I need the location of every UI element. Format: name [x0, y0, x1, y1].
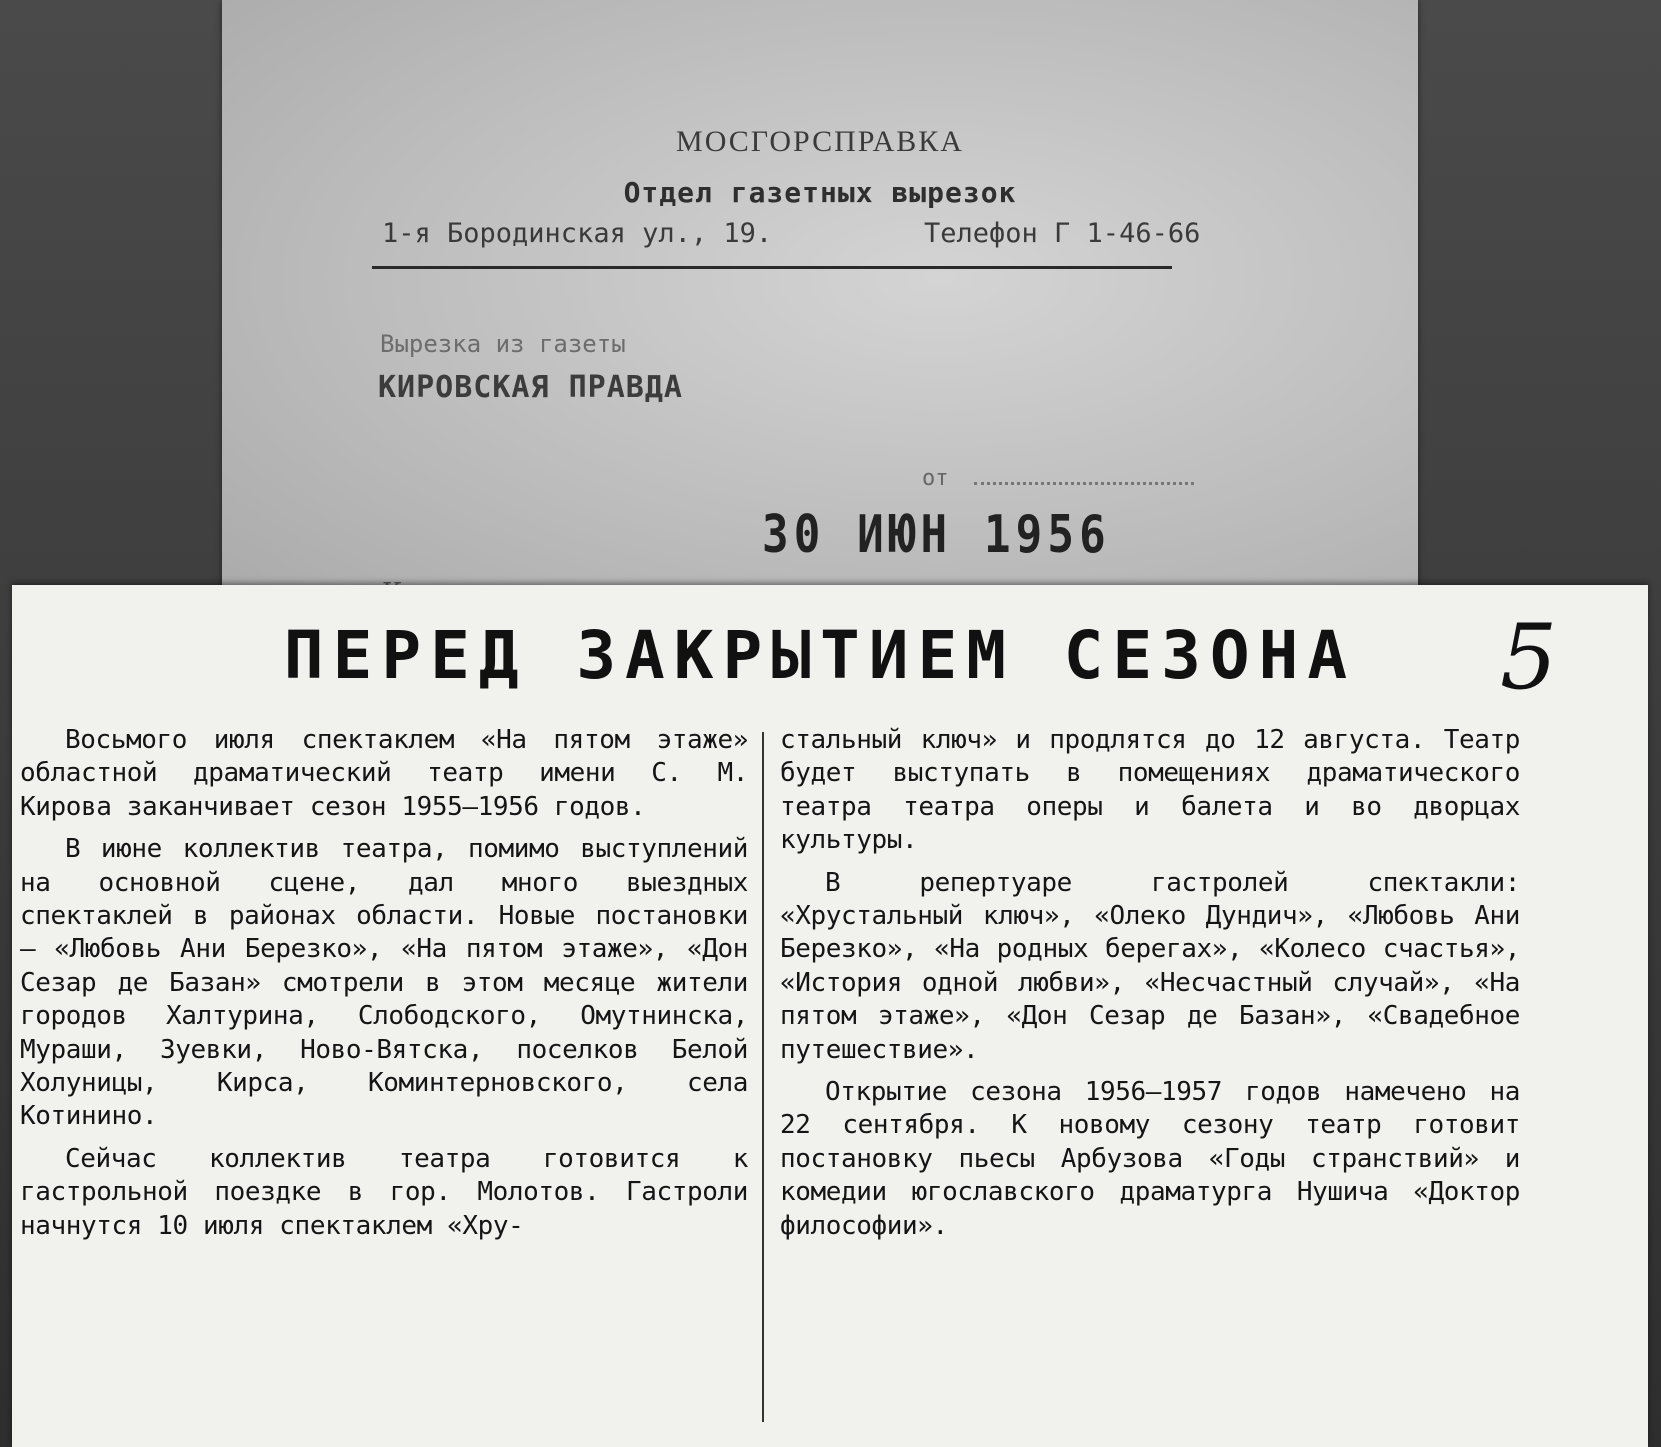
handwritten-page-number: 5: [1500, 605, 1558, 710]
article-headline: ПЕРЕД ЗАКРЫТИЕМ СЕЗОНА: [283, 617, 1357, 694]
agency-label-slip: [222, 0, 1418, 620]
article-right-column: [780, 724, 1520, 1252]
paragraph: Восьмого июля спектаклем «На пятом этаже» областной драматический театр имени С. М. Кирова заканчивает сезон 1955—1956 годов.: [20, 725, 748, 822]
paragraph: В репертуаре гастролей спектакли: «Хрустальный ключ», «Олеко Дундич», «Любовь Ани Березко», «На родных берегах», «Колесо счастья», «История одной любви», «Несчастный случай», «На пятом этаже», «Дон Сезар де Базан», «Свадебное путешествие».: [780, 867, 1520, 1065]
paragraph: стальный ключ» и продлятся до 12 августа. Театр будет выступать в помещениях драматического театра театра оперы и балета и во дворцах культуры.: [780, 725, 1520, 856]
article-left-column: [20, 724, 748, 1252]
newspaper-name: КИРОВСКАЯ ПРАВДА: [378, 370, 683, 405]
agency-name: МОСГОРСПРАВКА: [676, 125, 964, 158]
paragraph: Сейчас коллектив театра готовится к гастрольной поездке в гор. Молотов. Гастроли начнутся 10 июля спектаклем «Хру-: [20, 1143, 748, 1241]
column-divider: [762, 732, 764, 1422]
paragraph: В июне коллектив театра, помимо выступлений на основной сцене, дал много выездных спектаклей в районах области. Новые постановки — «Любовь Ани Березко», «На пятом этаже», «Дон Сезар де Базан» смотрели в этом месяце жители городов Халтурина, Слободского, Омутнинска, Мураши, Зуевки, Ново-Вятска, поселков Белой Холуницы, Кирса, Коминтерновского, села Котинино.: [20, 834, 748, 1132]
date-stamp: 30 ИЮН 1956: [762, 505, 1111, 565]
paragraph: Открытие сезона 1956—1957 годов намечено на 22 сентября. К новому сезону театр готовит постановку пьесы Арбузова «Годы странствий» и комедии югославского драматурга Нушича «Доктор философии».: [780, 1077, 1520, 1241]
date-dotted-line: [974, 472, 1194, 485]
agency-address: 1-я Бородинская ул., 19.: [382, 218, 773, 249]
date-from-label: от: [922, 466, 949, 491]
divider-rule: [372, 266, 1172, 269]
agency-phone: Телефон Г 1-46-66: [924, 218, 1201, 249]
clip-from-label: Вырезка из газеты: [380, 330, 626, 358]
agency-department: Отдел газетных вырезок: [623, 176, 1017, 209]
